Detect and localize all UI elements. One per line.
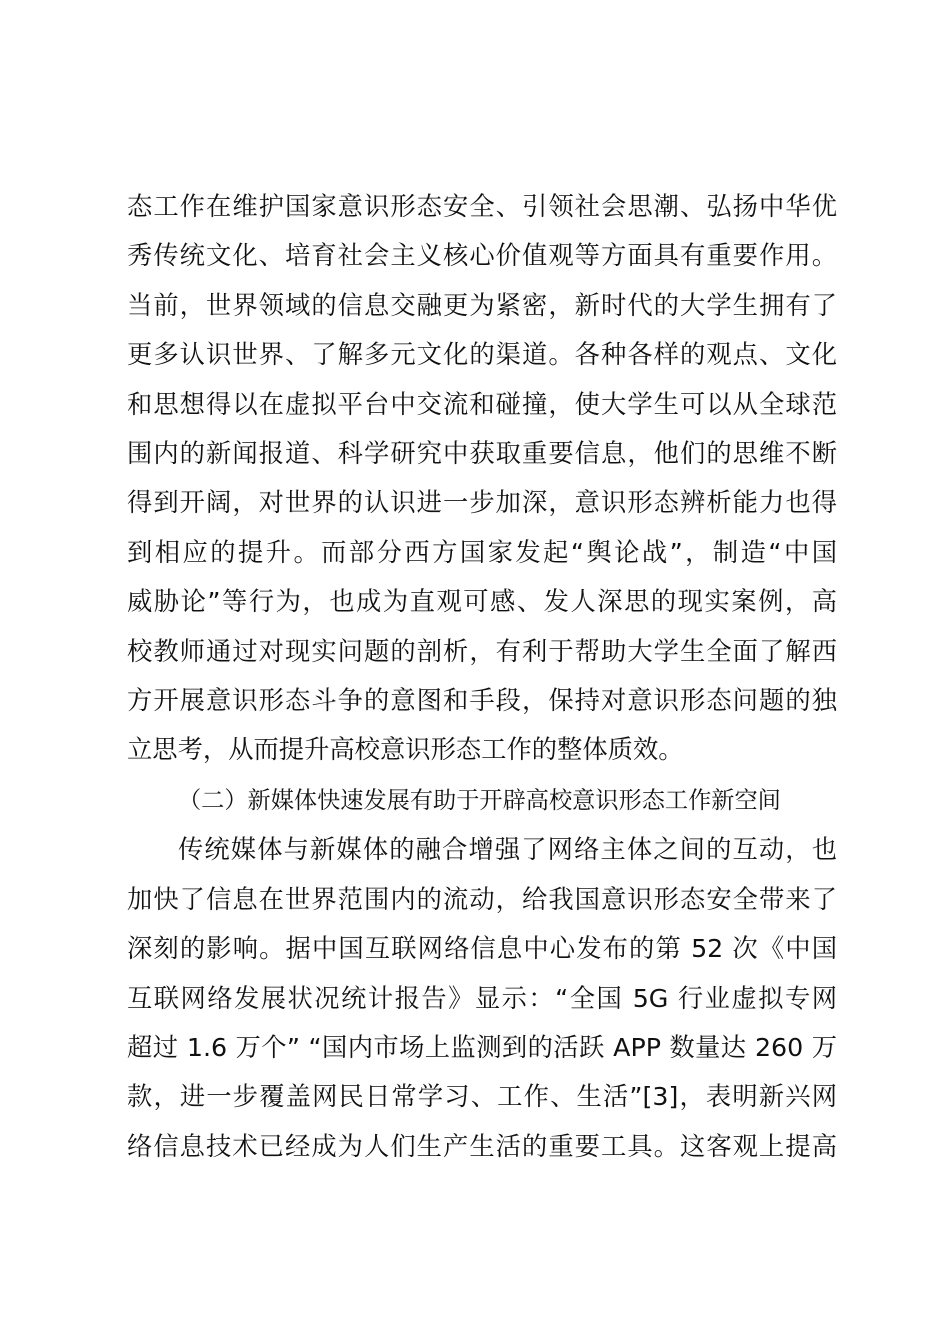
body-text-line: 传统媒体与新媒体的融合增强了网络主体之间的互动，也 (178, 835, 837, 864)
body-text-line: 当前，世界领域的信息交融更为紧密，新时代的大学生拥有了 (127, 291, 837, 320)
body-text-line: 立思考，从而提升高校意识形态工作的整体质效。 (127, 735, 684, 764)
section-heading: （二）新媒体快速发展有助于开辟高校意识形态工作新空间 (178, 787, 781, 814)
body-text-line: 威胁论”等行为，也成为直观可感、发人深思的现实案例，高 (127, 587, 837, 616)
body-text-line: 深刻的影响。据中国互联网络信息中心发布的第 52 次《中国 (127, 934, 837, 963)
body-text-line: 校教师通过对现实问题的剖析，有利于帮助大学生全面了解西 (127, 637, 837, 666)
body-text-line: 更多认识世界、了解多元文化的渠道。各种各样的观点、文化 (127, 340, 837, 369)
body-text-line: 和思想得以在虚拟平台中交流和碰撞，使大学生可以从全球范 (127, 390, 837, 419)
body-text-line: 得到开阔，对世界的认识进一步加深，意识形态辨析能力也得 (127, 488, 837, 517)
body-text-line: 互联网络发展状况统计报告》显示：“全国 5G 行业虚拟专网 (127, 984, 837, 1013)
body-text-line: 秀传统文化、培育社会主义核心价值观等方面具有重要作用。 (127, 241, 837, 270)
body-text-line: 加快了信息在世界范围内的流动，给我国意识形态安全带来了 (127, 885, 837, 914)
body-text-line: 到相应的提升。而部分西方国家发起“舆论战”，制造“中国 (127, 538, 837, 567)
body-text-line: 方开展意识形态斗争的意图和手段，保持对意识形态问题的独 (127, 686, 837, 715)
body-text-line: 态工作在维护国家意识形态安全、引领社会思潮、弘扬中华优 (127, 192, 837, 221)
body-text-line: 络信息技术已经成为人们生产生活的重要工具。这客观上提高 (127, 1132, 837, 1161)
body-text-line: 围内的新闻报道、科学研究中获取重要信息，他们的思维不断 (127, 439, 837, 468)
body-text-line: 款，进一步覆盖网民日常学习、工作、生活”[3]，表明新兴网 (127, 1082, 837, 1111)
body-text-line: 超过 1.6 万个” “国内市场上监测到的活跃 APP 数量达 260 万 (127, 1033, 837, 1062)
